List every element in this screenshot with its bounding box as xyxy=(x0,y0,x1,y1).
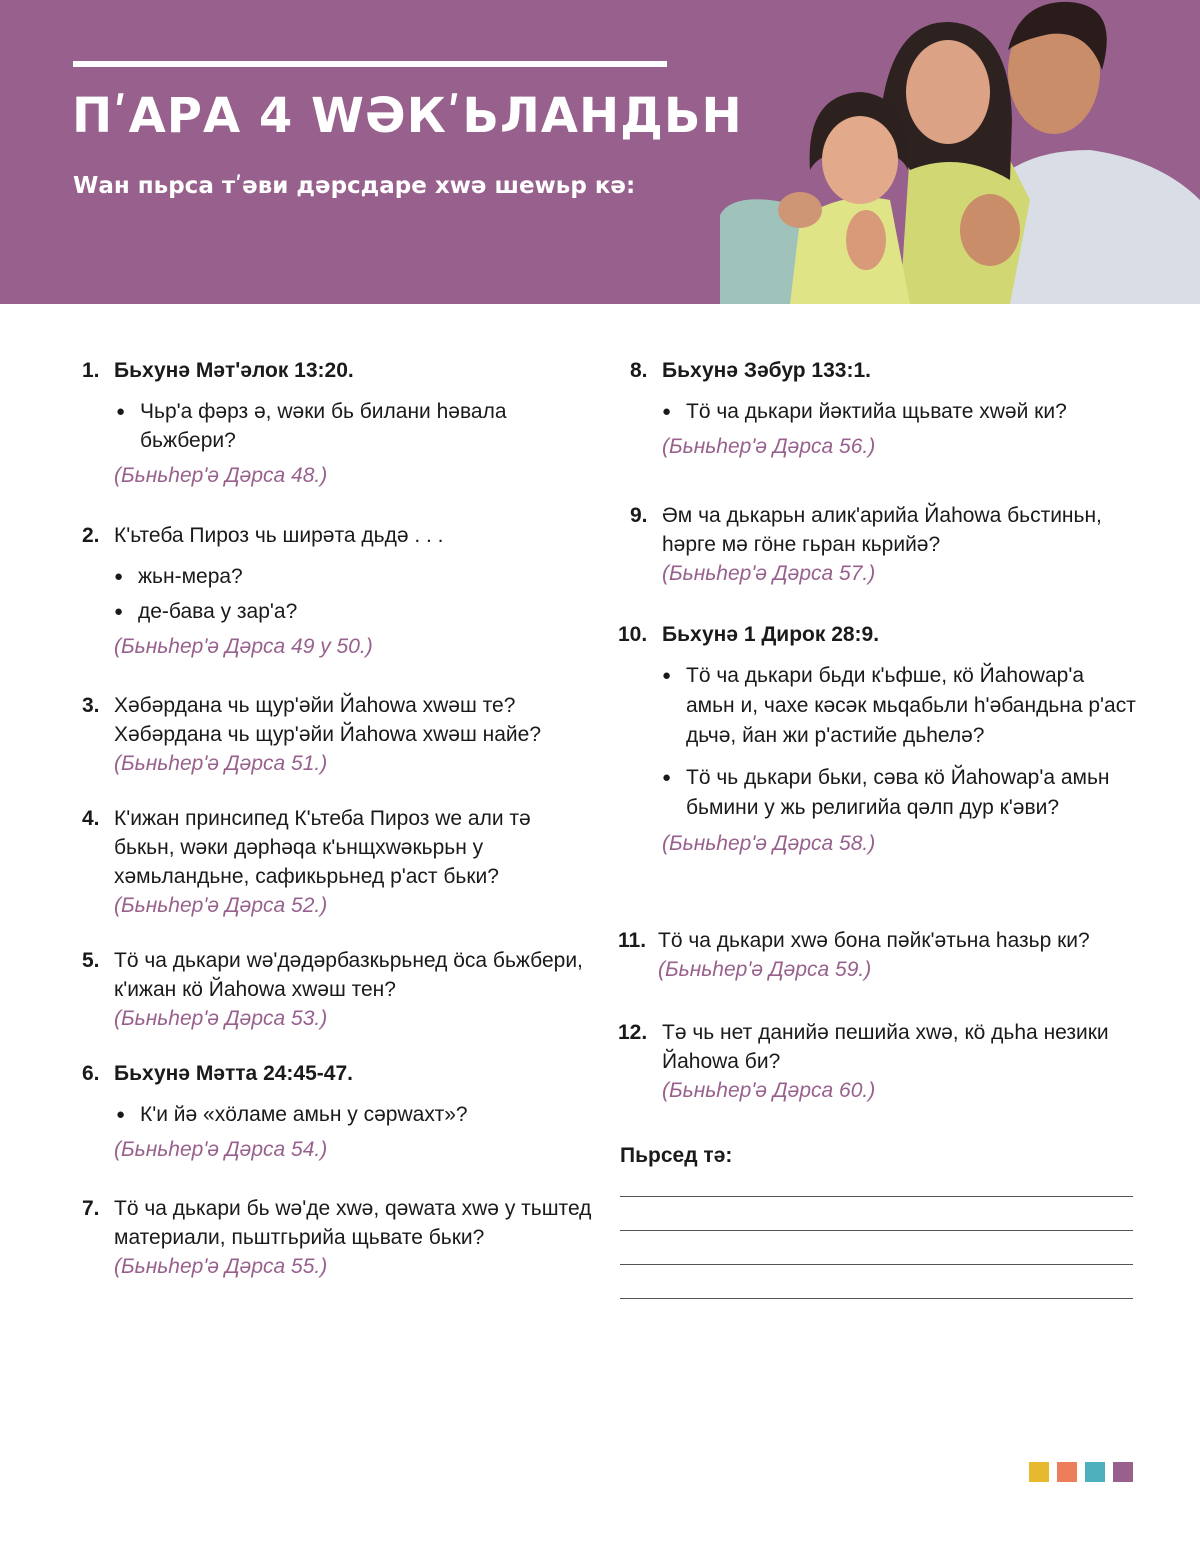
question-number: 9. xyxy=(630,504,648,527)
question-text: Хəбəрдана чь щурʹəйи Йаһоwа хwəш те? Хəбəрдана чь щурʹəйи Йаһоwа хwəш найе? xyxy=(114,694,541,746)
question-text: Кʹижан принсипед Кʹьтеба Пироз wе али тə бькьн, wəки дəрһəqа кʹьнщхwəкьрьн у хəмьландьне, сафикьрьнед рʹаст бьки? xyxy=(114,807,531,888)
question-number: 2. xyxy=(82,524,100,547)
question-text: Тə чь нет данийə пешийа хwə, кö дьһа незики Йаһоwа би? xyxy=(662,1021,1109,1073)
lesson-reference: (Бьньһерʹə Дəрса 48.) xyxy=(114,464,328,487)
question-number: 4. xyxy=(82,807,100,830)
lesson-reference: (Бьньһерʹə Дəрса 52.) xyxy=(114,894,328,917)
question-8 xyxy=(630,356,1130,501)
note-line[interactable] xyxy=(620,1196,1133,1197)
header-banner xyxy=(0,0,1200,304)
lesson-reference: (Бьньһерʹə Дəрса 59.) xyxy=(658,958,872,981)
questions-right-column-lower xyxy=(618,620,1138,1105)
question-6 xyxy=(82,1059,592,1194)
lesson-reference: (Бьньһерʹə Дəрса 54.) xyxy=(114,1138,328,1161)
swatch-orange xyxy=(1057,1462,1077,1482)
bullet-item: ● Тö ча дькари йəктийа щьвате хwəй ки? xyxy=(662,397,1130,426)
bullet-item: ● Чьрʹа фəрз ə, wəки бь билани һəвала бьжбери? xyxy=(116,397,592,455)
swatch-teal xyxy=(1085,1462,1105,1482)
question-number: 8. xyxy=(630,359,648,382)
bullet-item: ● Тö ча дькари бьди кʹьфше, кö Йаһоwарʹа амьн и, чахе кəсəк мьqабьли һʹəбандьна рʹаст дьчə, йан жи рʹастийе дьһелə? xyxy=(662,661,1138,751)
family-praying-illustration xyxy=(710,0,1200,304)
note-line[interactable] xyxy=(620,1264,1133,1265)
scripture-reference: Бьхунə Зəбур 133:1. xyxy=(662,359,871,382)
page-subtitle: Wан пьрса тʹəви дəрсдаре хwə шеwьр кə: xyxy=(73,173,636,199)
lesson-reference: (Бьньһерʹə Дəрса 60.) xyxy=(662,1079,876,1102)
lesson-reference: (Бьньһерʹə Дəрса 57.) xyxy=(662,562,876,585)
scripture-reference: Бьхунə Мəтта 24:45-47. xyxy=(114,1062,353,1085)
bullet-item: ● жьн-мера? xyxy=(114,562,592,591)
note-line[interactable] xyxy=(620,1230,1133,1231)
question-7 xyxy=(82,1194,592,1281)
lesson-reference: (Бьньһерʹə Дəрса 56.) xyxy=(662,435,876,458)
question-9 xyxy=(630,501,1130,621)
question-10 xyxy=(618,620,1138,926)
lesson-reference: (Бьньһерʹə Дəрса 49 у 50.) xyxy=(114,635,373,658)
swatch-yellow xyxy=(1029,1462,1049,1482)
question-number: 5. xyxy=(82,949,100,972)
question-text: Кʹьтеба Пироз чь ширəта дьдə . . . xyxy=(114,524,444,547)
question-number: 1. xyxy=(82,359,100,382)
lesson-reference: (Бьньһерʹə Дəрса 55.) xyxy=(114,1255,328,1278)
scripture-reference: Бьхунə 1 Дирок 28:9. xyxy=(662,623,880,646)
lesson-reference: (Бьньһерʹə Дəрса 51.) xyxy=(114,752,328,775)
bullet-item: ● Кʹи йə «хöламе амьн у сəрwахт»? xyxy=(116,1100,592,1129)
lesson-reference: (Бьньһерʹə Дəрса 53.) xyxy=(114,1007,328,1030)
swatch-purple xyxy=(1113,1462,1133,1482)
note-line[interactable] xyxy=(620,1298,1133,1299)
notes-label: Пьрсед тə: xyxy=(620,1144,733,1167)
question-1 xyxy=(82,356,592,521)
question-4 xyxy=(82,804,592,946)
questions-right-column xyxy=(630,356,1130,621)
question-number: 11. xyxy=(618,929,647,952)
question-2 xyxy=(82,521,592,691)
page-title: ПʹАРА 4 WƏКʹЬЛАНДЬН xyxy=(72,88,743,144)
question-text: Тö ча дькари бь wəʹде хwə, qəwата хwə у тьштед материали, пьштгьрийа щьвате бьки? xyxy=(114,1197,592,1249)
question-text: Тö ча дькари wəʹдəдəрбазкьрьнед öса бьжбери, кʹижан кö Йаһоwа хwəш тен? xyxy=(114,949,583,1001)
lesson-reference: (Бьньһерʹə Дəрса 58.) xyxy=(662,832,876,855)
question-11 xyxy=(618,926,1138,1018)
questions-left-column xyxy=(82,356,592,1281)
header-rule xyxy=(73,61,667,67)
bullet-item: ● Тö чь дькари бьки, сəва кö Йаһоwарʹа амьн бьмини у жь религийа qəлп дур кʹəви? xyxy=(662,763,1138,823)
question-text: Əм ча дькарьн аликʹарийа Йаһоwа бьстиньн, һəрге мə гöне гьран кьрийə? xyxy=(662,504,1102,556)
question-number: 12. xyxy=(618,1021,648,1044)
question-12 xyxy=(618,1018,1138,1105)
bullet-item: ● де-бава у зарʹа? xyxy=(114,597,592,626)
question-5 xyxy=(82,946,592,1059)
question-number: 3. xyxy=(82,694,100,717)
question-number: 10. xyxy=(618,623,648,646)
question-number: 6. xyxy=(82,1062,100,1085)
scripture-reference: Бьхунə Мəтʹəлок 13:20. xyxy=(114,359,354,382)
question-3 xyxy=(82,691,592,804)
question-number: 7. xyxy=(82,1197,100,1220)
question-text: Тö ча дькари хwə бона пəйкʹəтьна һазьр ки? xyxy=(658,929,1090,952)
